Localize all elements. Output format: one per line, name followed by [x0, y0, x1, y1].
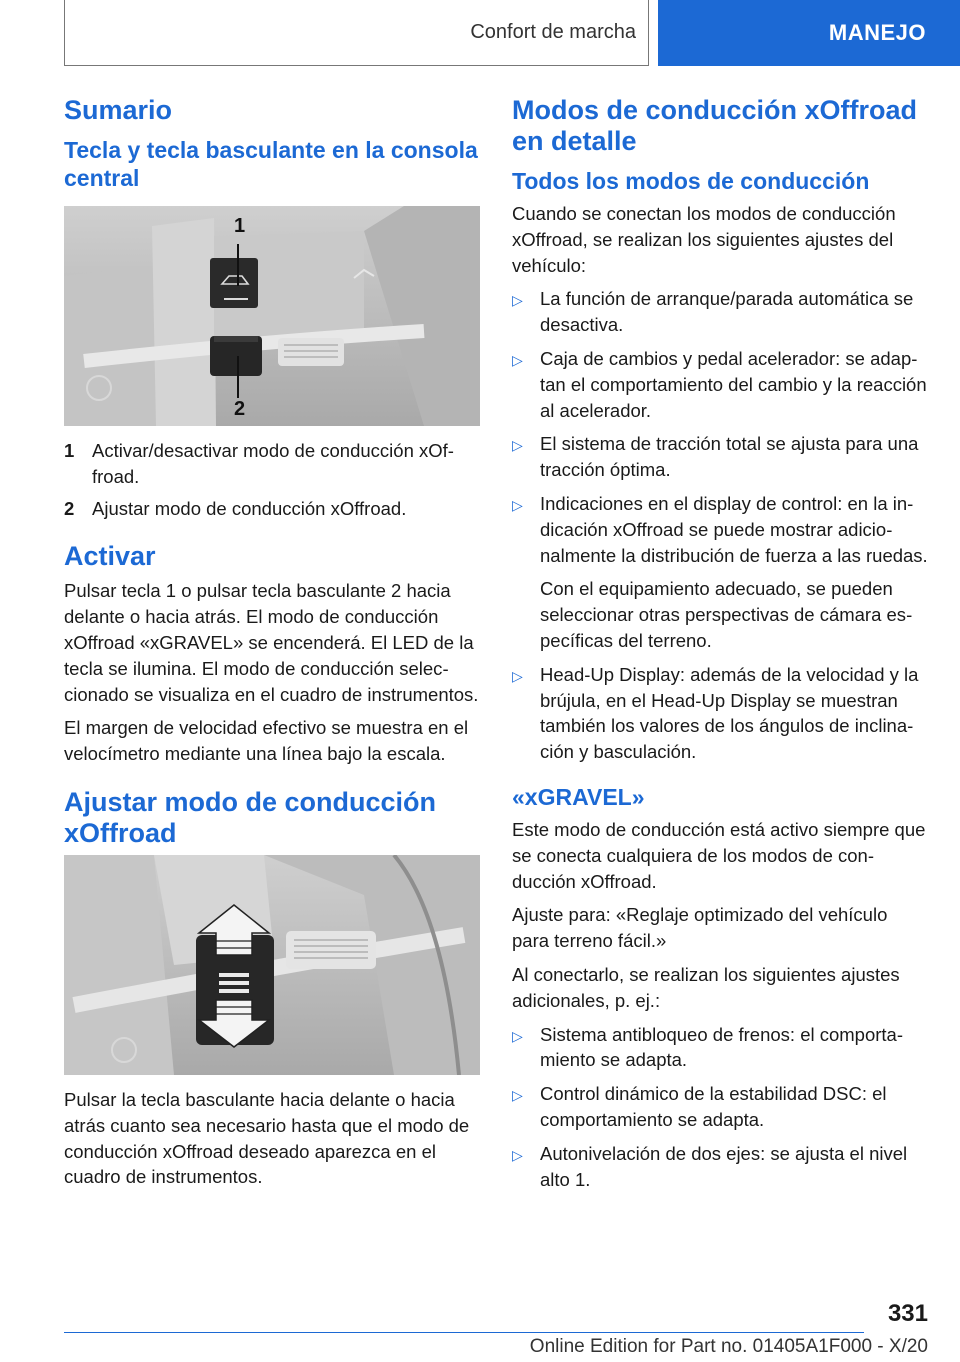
heading-activar: Activar	[64, 541, 156, 572]
edition-text: Online Edition for Part no. 01405A1F000 - X/20	[529, 1336, 928, 1357]
heading-ajustar-modo: Ajustar modo de conducción xOffroad	[64, 786, 437, 848]
callout-text: Activar/desactivar modo de conducción xOffroad.	[92, 440, 454, 487]
page-number: 331	[887, 1300, 928, 1327]
paragraph: Cuando se conectan los modos de conducción xOffroad, se realizan los siguientes ajustes del vehículo:	[512, 203, 896, 276]
list-item-text: Control dinámico de la estabilidad DSC: el comportamiento se adapta.	[540, 1083, 887, 1130]
bullet-triangle-icon: ▷	[512, 1027, 523, 1044]
callout-number: 1	[64, 440, 75, 461]
callout-item	[64, 438, 480, 490]
callout-number: 2	[64, 497, 75, 519]
bullet-triangle-icon: ▷	[512, 496, 523, 513]
figure-console-buttons	[64, 206, 480, 426]
list-item	[512, 1141, 928, 1193]
callout-2-label: 2	[234, 398, 246, 420]
list-item-text: Indicaciones en el display de control: en la indicación xOffroad se puede mostrar adicionalmente la distribución de fuerza a las ruedas.	[540, 492, 928, 566]
list-item	[512, 491, 928, 654]
list-item	[512, 346, 928, 423]
list-item-text: La función de arranque/parada automática se desactiva.	[540, 288, 914, 336]
list-item-text: El sistema de tracción total se ajusta para una tracción óptima.	[540, 433, 919, 481]
heading-xgravel: «xGRAVEL»	[512, 783, 645, 810]
list-item-text: Autonivelación de dos ejes: se ajusta el nivel alto 1.	[540, 1142, 908, 1190]
bullet-triangle-icon: ▷	[512, 437, 523, 454]
chapter-tab[interactable]: MANEJO	[658, 0, 960, 66]
right-column	[512, 95, 928, 1200]
bullet-list-todos	[512, 286, 928, 765]
paragraph: El margen de velocidad efectivo se muestra en el velocímetro mediante una línea bajo la escala.	[64, 717, 469, 765]
callout-1-label: 1	[234, 215, 246, 237]
list-item-text: Caja de cambios y pedal acelerador: se adaptan el comportamiento del cambio y la reacción al acelerador.	[540, 347, 927, 421]
heading-tecla-consola: Tecla y tecla basculante en la consola central	[64, 137, 478, 191]
list-item	[512, 662, 928, 765]
callout-text: Ajustar modo de conducción xOffroad.	[92, 497, 407, 519]
list-item	[512, 431, 928, 483]
bullet-triangle-icon: ▷	[512, 1087, 523, 1104]
paragraph: Pulsar tecla 1 o pulsar tecla basculante 2 hacia delante o hacia atrás. El modo de conducción xOffroad «xGRAVEL» se encenderá. El LED de la tecla se ilumina. El modo de conducción seleccionado se visualiza en el cuadro de instrumentos.	[64, 580, 479, 705]
list-item	[512, 1022, 928, 1074]
footer-divider	[64, 1332, 864, 1333]
bullet-triangle-icon: ▷	[512, 1146, 523, 1163]
console-illustration	[64, 206, 480, 426]
list-item-text: Con el equipamiento adecuado, se pueden seleccionar otras perspectivas de cámara específicas del terreno.	[540, 578, 913, 651]
callout-list	[64, 438, 480, 521]
paragraph: Este modo de conducción está activo siempre que se conecta cualquiera de los modos de conducción xOffroad.	[512, 818, 926, 892]
heading-todos-modos: Todos los modos de conducción	[512, 168, 870, 194]
list-item	[512, 286, 928, 338]
bullet-triangle-icon: ▷	[512, 292, 523, 309]
heading-modos-detalle: Modos de conducción xOffroad en detalle	[512, 95, 918, 156]
list-item	[512, 1081, 928, 1133]
paragraph: Ajuste para: «Reglaje optimizado del vehículo para terreno fácil.»	[512, 904, 888, 952]
page-header	[64, 0, 960, 66]
heading-sumario: Sumario	[64, 95, 173, 125]
list-item-text: Sistema antibloqueo de frenos: el comportamiento se adapta.	[540, 1023, 904, 1071]
callout-item	[64, 496, 480, 522]
list-item-text: Head-Up Display: además de la velocidad y la brújula, en el Head-Up Display se muestran también los valores de los ángulos de inclinación y basculación.	[540, 663, 919, 763]
paragraph: Pulsar la tecla basculante hacia delante o hacia atrás cuanto sea necesario hasta que el modo de conducción xOffroad deseado aparezca en el cuadro de instrumentos.	[64, 1088, 470, 1188]
figure-rocker-switch	[64, 855, 480, 1075]
paragraph: Al conectarlo, se realizan los siguientes ajustes adicionales, p. ej.:	[512, 963, 900, 1011]
left-column	[64, 95, 480, 1198]
bullet-list-xgravel	[512, 1022, 928, 1193]
bullet-triangle-icon: ▷	[512, 667, 523, 684]
rocker-illustration	[64, 855, 480, 1075]
section-title: Confort de marcha	[64, 0, 649, 66]
bullet-triangle-icon: ▷	[512, 351, 523, 368]
